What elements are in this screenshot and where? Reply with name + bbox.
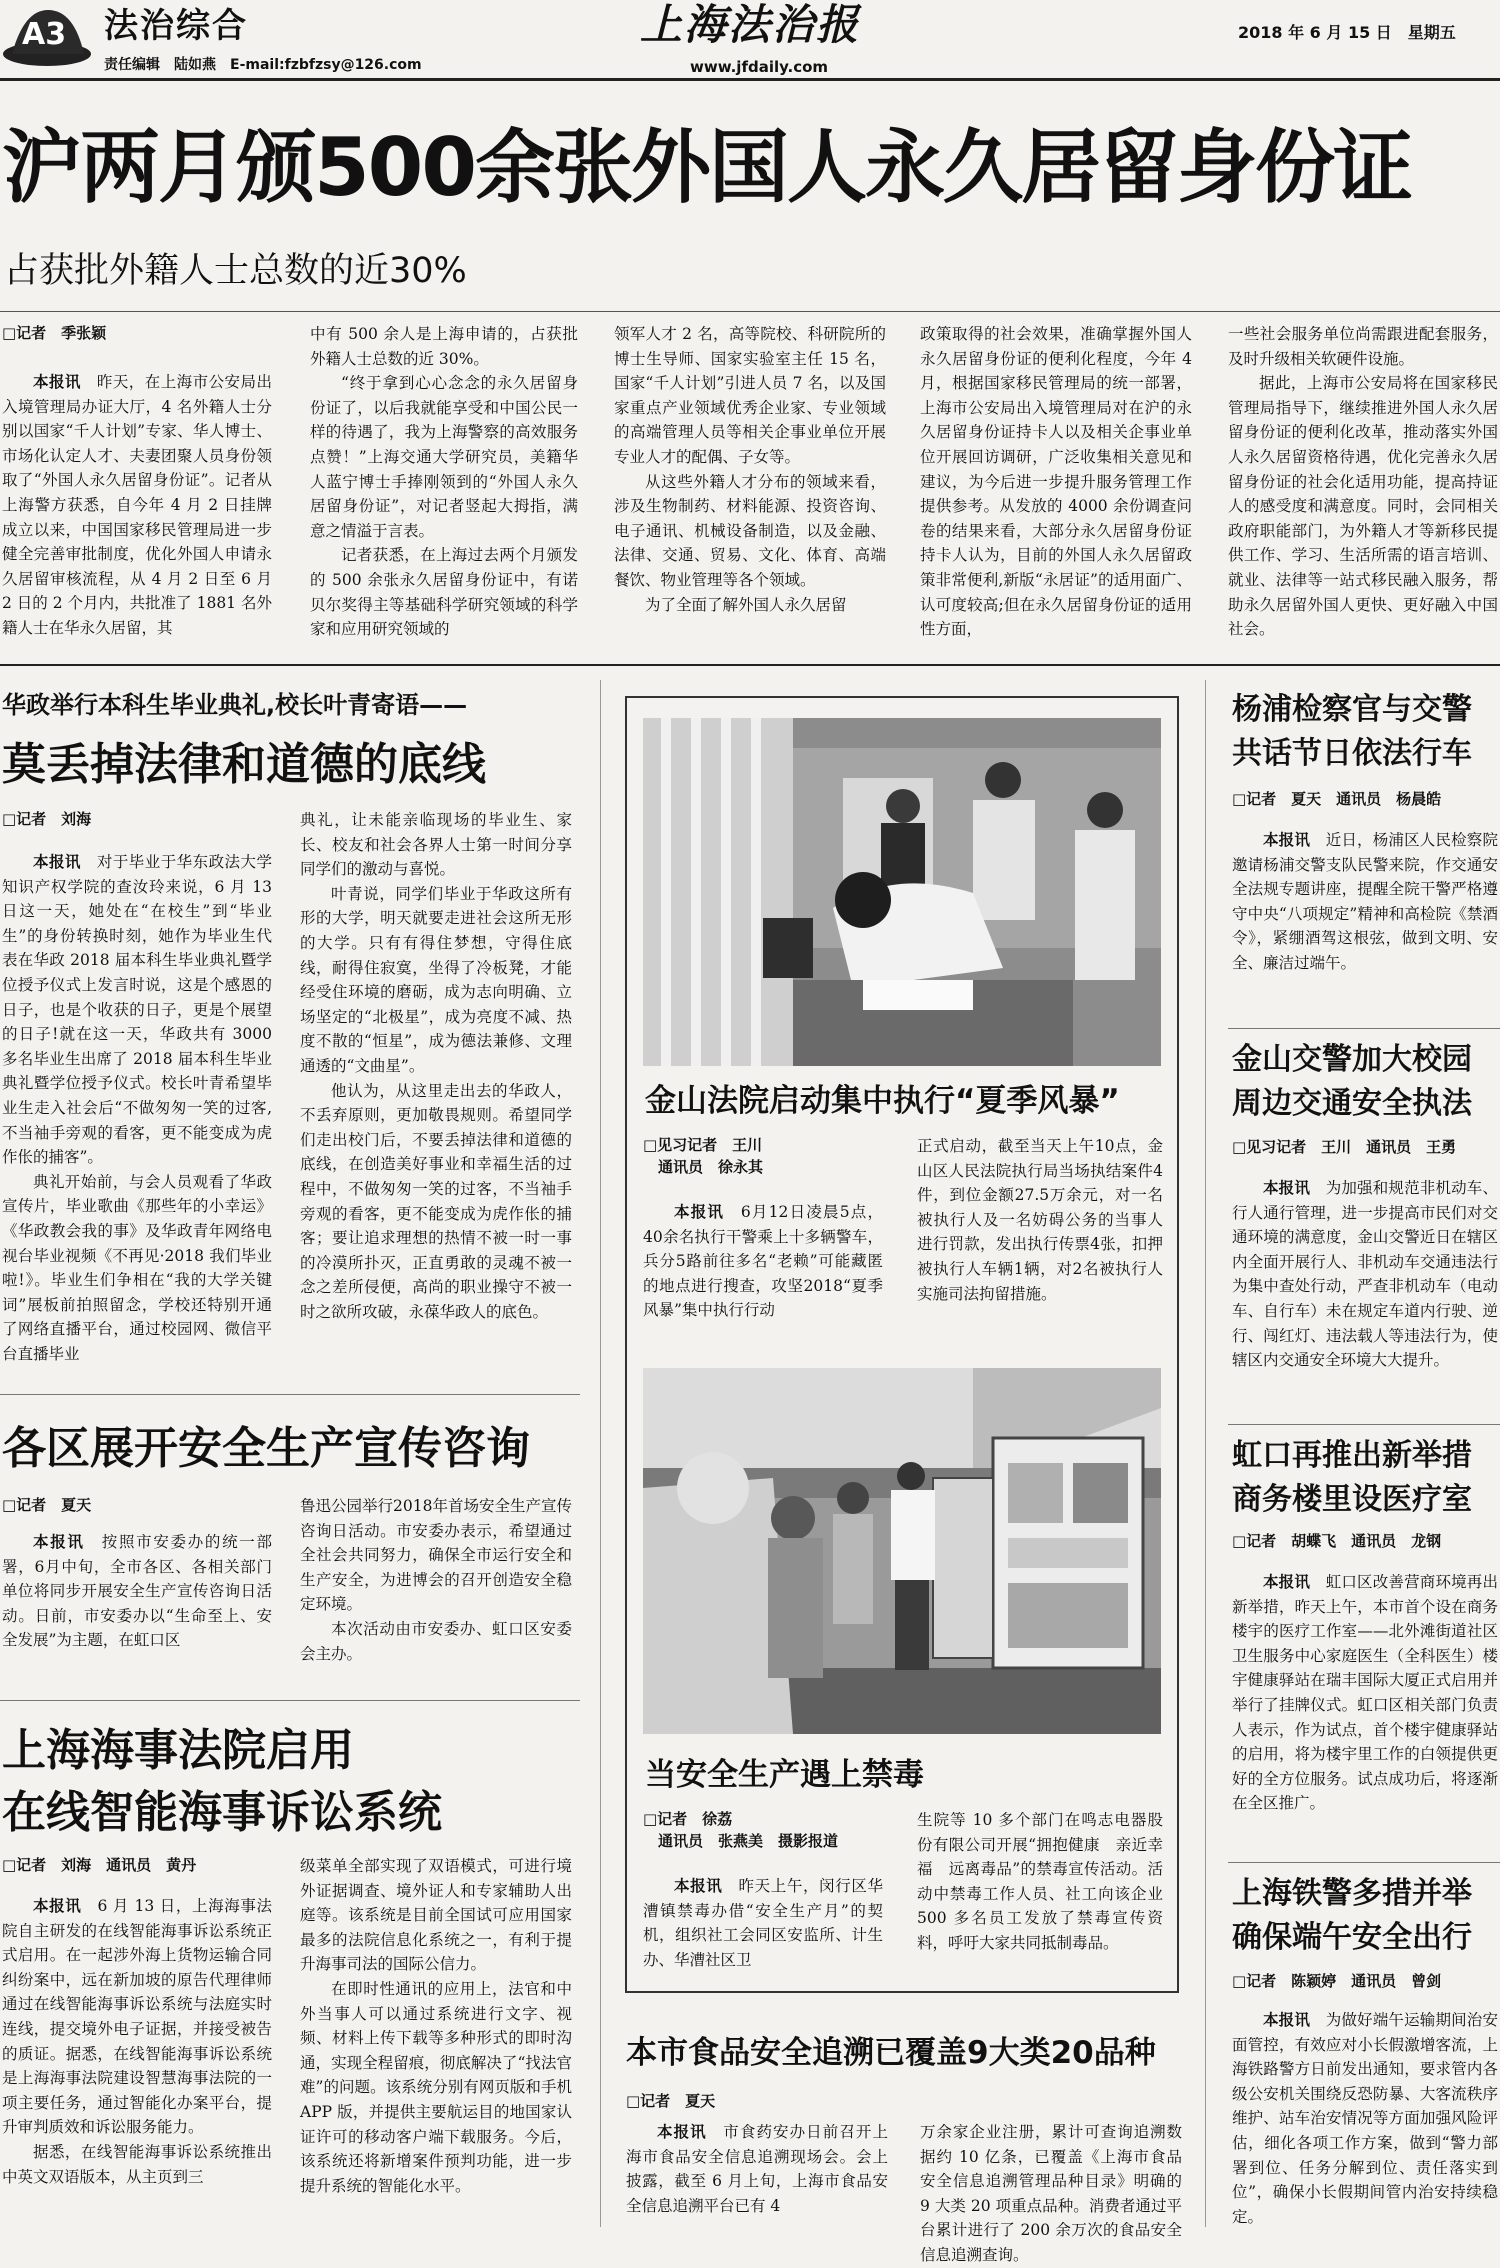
- summer-col-2: 正式启动，截至当天上午10点，金山区人民法院执行局当场执结案件4件，到位金额27.5万余元，对一名被执行人及一名妨碍公务的当事人进行罚款，发出执行传票4张，扣押被执行人车辆1辆，对2名被执行人实施司法拘留措施。: [917, 1137, 1163, 1303]
- maritime-col-1: 本报讯 6 月 13 日，上海海事法院自主研发的在线智能海事诉讼系统正式启用。在一起涉外海上货物运输合同纠纷案中，远在新加坡的原告代理律师通过在线智能海事诉讼系统与法庭实时连线，提交境外电子证据，并接受被告的质证。据悉，在线智能海事诉讼系统是上海海事法院建设智慧海事法院的一项主要任务，通过智能化办案平台，提升审判质效和诉讼服务能力。 据悉，在线智能海事诉讼系统推出中英文双语版本，从主页到三: [2, 1897, 272, 2186]
- grad-col-2: 典礼，让未能亲临现场的毕业生、家长、校友和社会各界人士第一时间分享同学们的激动与喜悦。 叶青说，同学们毕业于华政这所有形的大学，明天就要走进社会这所无形的大学。只有有得住梦想，守得住底线，耐得住寂寞，坐得了冷板凳，才能经受住环境的磨砺，成为志向明确、立场坚定的“北极星”，成为亮度不减、热度不散的“恒星”，成为德法兼修、文理通透的“文曲星”。 他认为，从这里走出去的华政人，不丢弃原则，更加敬畏规则。希望同学们走出校门后，不要丢掉法律和道德的底线，在创造美好事业和幸福生活的过程中，不做匆匆一笑的过客，不当袖手旁观的看客，更不能变成为虎作伥的捕客；要让追求理想的热情不被一时一事的冷漠所扑灭，正直勇敢的灵魂不被一念之差所侵便，高尚的职业操守不被一时之欲所攻破，永葆华政人的底色。: [300, 811, 572, 1321]
- grad-bottom-rule: [0, 1394, 580, 1395]
- railway-headline-1: 上海铁警多措并举: [1232, 1876, 1472, 1911]
- jinshan-bottom-rule: [1228, 1424, 1500, 1425]
- grad-kicker: 华政举行本科生毕业典礼,校长叶青寄语——: [2, 691, 468, 719]
- grad-col-1: 本报讯 对于毕业于华东政法大学知识产权学院的查汝玲来说，6 月 13 日这一天，她处在“在校生”到“毕业生”的身份转换时刻，她作为毕业生代表在华政 2018 届本科生毕业典礼暨学位授予仪式上发言时说，这是个感恩的日子，也是个收获的日子，更是个展望的日子!就在这一天，华政共有 3000 多名毕业生出席了 2018 届本科生毕业典礼暨学位授予仪式。校长叶青希望毕业生走入社会后“不做匆匆一笑的过客,不当袖手旁观的看客，更不能变成为虎作伥的捕客”。 典礼开始前，与会人员观看了华政宣传片，毕业歌曲《那些年的小幸运》《华政教会我的事》及华政青年网络电视台毕业视频《不再见·2018 我们毕业啦!》。毕业生们争相在“我的大学关键词”展板前拍照留念，学校还特别开通了网络直播平台，通过校园网、微信平台直播毕业: [2, 853, 272, 1363]
- hongkou-byline: □记者 胡蝶飞 通讯员 龙钢: [1232, 1532, 1442, 1550]
- issue-date: 2018 年 6 月 15 日 星期五: [1238, 23, 1456, 42]
- jinshan-byline: □见习记者 王川 通讯员 王勇: [1232, 1138, 1457, 1156]
- antidrug-photo: [643, 1368, 1161, 1734]
- lead-col-3: 领军人才 2 名，高等院校、科研院所的博士生导师、国家实验室主任 15 名，国家“千人计划”引进人员 7 名，以及国家重点产业领域优秀企业家、专业领域的高端管理人员等相关企事业单位开展专业人才的配偶、子女等。 从这些外籍人才分布的领域来看，涉及生物制药、材料能源、投资咨询、电子通讯、机械设备制造，以及金融、法律、交通、贸易、文化、体育、高端餐饮、物业管理等各个领域。 为了全面了解外国人永久居留: [614, 325, 886, 614]
- court-photo: [643, 718, 1161, 1066]
- lead-col-5: 一些社会服务单位尚需跟进配套服务，及时升级相关软硬件设施。 据此，上海市公安局将在国家移民管理局指导下，继续推进外国人永久居留身份证的便利化改革，推动落实外国人永久居留资格待遇，优化完善永久居留身份证的社会化适用功能，提高持证人的感受度和满意度。同时，会同相关政府职能部门，为外籍人才等新移民提供工作、学习、生活所需的语言培训、就业、法律等一站式移民融入服务，帮助永久居留外国人更快、更好融入中国社会。: [1228, 325, 1498, 639]
- hongkou-headline-2: 商务楼里设医疗室: [1232, 1482, 1472, 1517]
- lead-col-2: 中有 500 余人是上海申请的，占获批外籍人士总数的近 30%。 “终于拿到心心念念的永久居留身份证了，以后我就能享受和中国公民一样的待遇了，我为上海警察的高效服务点赞！”上海交通大学研究员，美籍华人蓝宁博士手捧刚领到的“外国人永久居留身份证”，对记者竖起大拇指，满意之情溢于言表。 记者获悉，在上海过去两个月颁发的 500 余张永久居留身份证中，有诺贝尔奖得主等基础科学研究领域的科学家和应用研究领域的: [310, 325, 578, 639]
- lead-byline: □记者 季张颖: [2, 324, 107, 342]
- editor-line: 责任编辑 陆如燕 E-mail:fzbfzsy@126.com: [104, 57, 422, 73]
- safety-headline: 各区展开安全生产宣传咨询: [2, 1423, 530, 1474]
- column-divider-left: [600, 680, 601, 2227]
- yangpu-body: 本报讯 近日，杨浦区人民检察院邀请杨浦交警支队民警来院，作交通安全法规专题讲座，提醒全院干警严格遵守中央“八项规定”精神和高检院《禁酒令》，紧绷酒驾这根弦，做到文明、安全、廉洁过端午。: [1232, 831, 1498, 972]
- grad-byline: □记者 刘海: [2, 810, 92, 828]
- drug-byline: □记者 徐荔 通讯员 张燕美 摄影报道: [643, 1810, 839, 1850]
- food-byline: □记者 夏天: [626, 2092, 716, 2110]
- paper-url: www.jfdaily.com: [690, 58, 829, 76]
- lead-headline: 沪两月颁500余张外国人永久居留身份证: [2, 121, 1411, 214]
- yangpu-byline: □记者 夏天 通讯员 杨晨皓: [1232, 790, 1442, 808]
- drug-headline: 当安全生产遇上禁毒: [645, 1757, 924, 1793]
- drug-col-1: 本报讯 昨天上午，闵行区华漕镇禁毒办借“安全生产月”的契机，组织社工会同区安监所、计生办、华漕社区卫: [643, 1877, 883, 1969]
- jinshan-body: 本报讯 为加强和规范非机动车、行人通行管理，进一步提高市民们对交通环境的满意度，金山交警近日在辖区内全面开展行人、非机动车交通违法行为集中查处行动，严查非机动车（电动车、自行车）未在规定车道内行驶、逆行、闯红灯、违法载人等违法行为，使辖区内交通安全环境大大提升。: [1232, 1179, 1498, 1370]
- drug-col-2: 生院等 10 多个部门在鸣志电器股份有限公司开展“拥抱健康 亲近幸福 远离毒品”的禁毒宣传活动。活动中禁毒工作人员、社工向该企业 500 多名员工发放了禁毒宣传资料，呼吁大家共同抵制毒品。: [917, 1811, 1163, 1952]
- hongkou-bottom-rule: [1228, 1862, 1500, 1863]
- lead-subhead-rule: [0, 311, 1500, 312]
- jinshan-headline-1: 金山交警加大校园: [1232, 1042, 1472, 1077]
- maritime-col-2: 级菜单全部实现了双语模式，可进行境外证据调查、境外证人和专家辅助人出庭等。该系统是目前全国试可应用国家最多的法院信息化系统之一，有利于提升海事司法的国际公信力。 在即时性通讯的应用上，法官和中外当事人可以通过系统进行文字、视频、材料上传下载等多种形式的即时沟通，实现全程留痕，彻底解决了“找法官难”的问题。该系统分别有网页版和手机 APP 版，并提供主要航运目的地国家认证许可的移动客户端下载服务。今后，该系统还将新增案件预判功能，进一步提升系统的智能化水平。: [300, 1857, 572, 2195]
- lead-col-4: 政策取得的社会效果，准确掌握外国人永久居留身份证的便利化程度，今年 4 月，根据国家移民管理局的统一部署，上海市公安局出入境管理局对在沪的永久居留身份证持卡人以及相关企事业单位开展回访调研，广泛收集相关意见和建议，为今后进一步提升服务管理工作提供参考。从发放的 4000 余份调查问卷的结果来看，大部分永久居留身份证持卡人认为，目前的外国人永久居留政策非常便利,新版“永居证”的适用面广、认可度较高;但在永久居留身份证的适用性方面，: [920, 325, 1192, 639]
- yangpu-headline-2: 共话节日依法行车: [1232, 736, 1472, 771]
- railway-headline-2: 确保端午安全出行: [1232, 1920, 1472, 1955]
- lead-bottom-rule: [0, 664, 1500, 666]
- yangpu-headline-1: 杨浦检察官与交警: [1232, 692, 1472, 727]
- court-photo-image: [643, 718, 1161, 1066]
- maritime-headline-2: 在线智能海事诉讼系统: [2, 1787, 442, 1838]
- food-col-1: 本报讯 市食药安办日前召开上海市食品安全信息追溯现场会。会上披露，截至 6 月上旬，上海市食品安全信息追溯平台已有 4: [626, 2123, 888, 2215]
- masthead-rule: [0, 78, 1500, 81]
- antidrug-photo-image: [643, 1368, 1161, 1734]
- safety-col-2: 鲁迅公园举行2018年首场安全生产宣传咨询日活动。市安委办表示，希望通过全社会共同努力，确保全市运行安全和生产安全，为进博会的召开创造安全稳定环境。 本次活动由市安委办、虹口区安委会主办。: [300, 1497, 572, 1663]
- railway-byline: □记者 陈颖婷 通讯员 曾剑: [1232, 1972, 1442, 1990]
- yangpu-bottom-rule: [1228, 1028, 1500, 1029]
- page-number: A3: [22, 17, 67, 52]
- lead-subhead: 占获批外籍人士总数的近30%: [4, 251, 467, 291]
- food-headline: 本市食品安全追溯已覆盖9大类20品种: [626, 2035, 1156, 2071]
- maritime-headline-1: 上海海事法院启用: [2, 1725, 354, 1776]
- column-divider-right: [1205, 680, 1206, 2227]
- summer-headline: 金山法院启动集中执行“夏季风暴”: [645, 1083, 1120, 1119]
- paper-name: 上海法治报: [640, 0, 861, 49]
- hongkou-body: 本报讯 虹口区改善营商环境再出新举措，昨天上午，本市首个设在商务楼宇的医疗工作室——北外滩街道社区卫生服务中心家庭医生（全科医生）楼宇健康驿站在瑞丰国际大厦正式启用并举行了挂牌仪式。虹口区相关部门负责人表示，作为试点，首个楼宇健康驿站的启用，将为楼宇里工作的白领提供更好的全方位服务。试点成功后，将逐渐在全区推广。: [1232, 1573, 1498, 1813]
- summer-byline: □见习记者 王川 通讯员 徐永其: [643, 1136, 764, 1176]
- hongkou-headline-1: 虹口再推出新举措: [1232, 1438, 1472, 1473]
- railway-body: 本报讯 为做好端午运输期间治安面管控，有效应对小长假激增客流，上海铁路警方日前发出通知，要求管内各级公安机关围绕反恐防暴、大客流秩序维护、站车治安情况等方面加强风险评估，细化各项工作方案，做到“警力部署到位、任务分解到位、责任落实到位”，确保小长假期间管内治安持续稳定。: [1232, 2011, 1498, 2226]
- section-title: 法治综合: [104, 6, 248, 46]
- masthead: [0, 0, 1500, 82]
- safety-bottom-rule: [0, 1700, 580, 1701]
- food-col-2: 万余家企业注册，累计可查询追溯数据约 10 亿条，已覆盖《上海市食品安全信息追溯管理品种目录》明确的 9 大类 20 项重点品种。消费者通过平台累计进行了 200 余万次的食品安全信息追溯查询。: [920, 2123, 1182, 2264]
- lead-col-1: 本报讯 昨天，在上海市公安局出入境管理局办证大厅，4 名外籍人士分别以国家“千人计划”专家、华人博士、市场化认定人才、夫妻团聚人员身份领取了“外国人永久居留身份证”。记者从上海警方获悉，自今年 4 月 2 日挂牌成立以来，中国国家移民管理局进一步健全完善审批制度，优化外国人申请永久居留审核流程，从 4 月 2 日至 6 月 2 日的 2 个月内，共批准了 1881 名外籍人士在华永久居留，其: [2, 373, 272, 637]
- safety-col-1: 本报讯 按照市安委办的统一部署，6月中旬，全市各区、各相关部门单位将同步开展安全生产宣传咨询日活动。日前，市安委办以“生命至上、安全发展”为主题，在虹口区: [2, 1533, 272, 1650]
- jinshan-headline-2: 周边交通安全执法: [1232, 1086, 1472, 1121]
- safety-byline: □记者 夏天: [2, 1496, 92, 1514]
- grad-headline: 莫丢掉法律和道德的底线: [2, 739, 486, 790]
- maritime-byline: □记者 刘海 通讯员 黄丹: [2, 1856, 197, 1874]
- summer-col-1: 本报讯 6月12日凌晨5点，40余名执行干警乘上十多辆警车，兵分5路前往多名“老赖”可能藏匿的地点进行搜查，攻坚2018“夏季风暴”集中执行行动: [643, 1203, 883, 1320]
